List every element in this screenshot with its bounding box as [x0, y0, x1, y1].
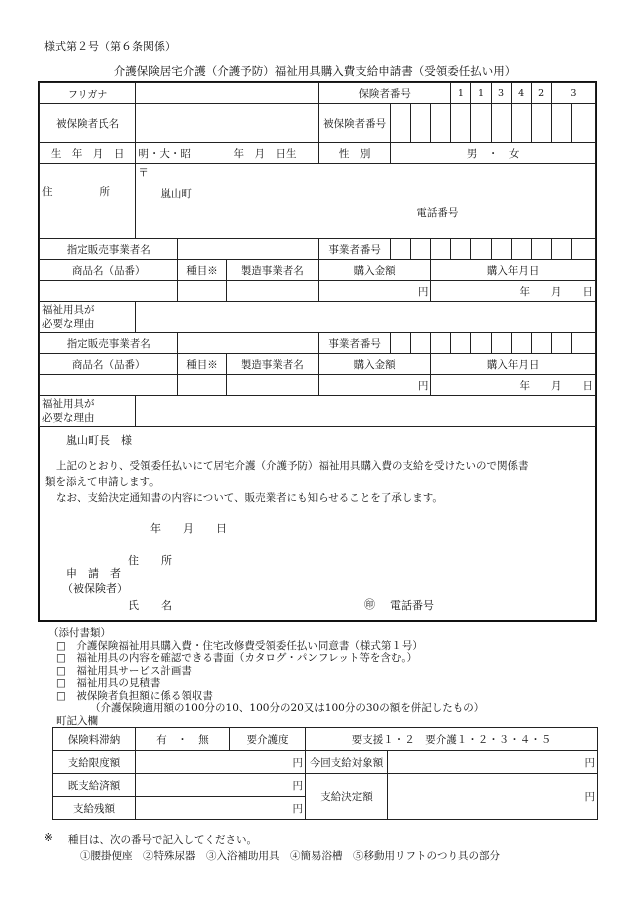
vendor-no-box[interactable] [551, 239, 571, 260]
arrears-label: 保険料滞納 [53, 728, 136, 751]
phone-label: 電話番号 [416, 207, 459, 219]
vendor-no-box[interactable] [451, 239, 471, 260]
amount-label: 購入金額 [318, 260, 430, 281]
this-target-field[interactable]: 円 [388, 751, 598, 774]
address-label: 住 所 [40, 164, 136, 239]
vendor-no-box[interactable] [391, 239, 411, 260]
this-target-label: 今回支給対象額 [306, 751, 388, 774]
vendor-no-box[interactable] [531, 239, 551, 260]
product-field[interactable] [40, 375, 178, 396]
type-field[interactable] [178, 281, 226, 302]
maker-field[interactable] [226, 375, 318, 396]
vendor-no-box[interactable] [411, 239, 431, 260]
note-text: 種目は、次の番号で記入してください。 [68, 834, 257, 846]
insured-id-box[interactable] [551, 104, 571, 143]
application-date[interactable]: 年 月 日 [150, 522, 227, 535]
attachment-note: （介護保険適用額の100分の10、100分の20又は100分の30の額を併記したもの） [90, 702, 485, 714]
insurer-number-label: 保険者番号 [318, 83, 450, 104]
maker-label: 製造事業者名 [226, 354, 318, 375]
office-table [52, 727, 598, 820]
vendor-label: 指定販売事業者名 [40, 239, 178, 260]
insured-id-box[interactable] [471, 104, 491, 143]
application-table [39, 82, 596, 427]
birthdate-label: 生 年 月 日 [40, 143, 136, 164]
seal-mark: ㊞ [364, 598, 375, 611]
purchase-date-field[interactable]: 年 月 日 [431, 281, 596, 302]
vendor-no-box[interactable] [511, 333, 531, 354]
vendor-no-box[interactable] [431, 239, 451, 260]
purchase-date-label: 購入年月日 [431, 354, 596, 375]
form-number: 様式第２号（第６条関係） [44, 40, 176, 53]
era-text: 明・大・昭 [138, 147, 191, 160]
attachment-item[interactable]: □ 介護保険福祉用具購入費・住宅改修費受領委任払い同意書（様式第１号） [56, 639, 423, 652]
insured-name-field[interactable] [136, 104, 319, 143]
insured-id-box[interactable] [391, 104, 411, 143]
applicant-name-label: 氏 名 [128, 599, 172, 612]
vendor-no-box[interactable] [391, 333, 411, 354]
furigana-label: フリガナ [40, 83, 136, 104]
sex-label: 性 別 [318, 143, 390, 164]
care-level-value[interactable]: 要支援１・２ 要介護１・２・３・４・５ [306, 728, 598, 751]
category-list: ①腰掛便座 ②特殊尿器 ③入浴補助用具 ④簡易浴槽 ⑤移動用リフトのつり具の部分 [80, 850, 500, 862]
insured-id-box[interactable] [451, 104, 471, 143]
product-label: 商品名（品番） [40, 354, 178, 375]
furigana-field[interactable] [136, 83, 319, 104]
product-field[interactable] [40, 281, 178, 302]
vendor-no-box[interactable] [551, 333, 571, 354]
applicant-label: 申 請 者 [66, 567, 121, 580]
reason-field[interactable] [136, 302, 596, 333]
decision-label: 支給決定額 [306, 774, 388, 820]
vendor-field[interactable] [178, 239, 318, 260]
arrears-value[interactable]: 有 ・ 無 [136, 728, 230, 751]
attachments [48, 627, 484, 715]
vendor-no-box[interactable] [491, 333, 511, 354]
remain-label: 支給残額 [53, 797, 136, 820]
type-label: 種目※ [178, 260, 226, 281]
limit-field[interactable]: 円 [136, 751, 306, 774]
insured-id-box[interactable] [571, 104, 595, 143]
amount-field[interactable]: 円 [318, 375, 430, 396]
vendor-no-box[interactable] [571, 239, 595, 260]
amount-field[interactable]: 円 [318, 281, 430, 302]
reason-label: 福祉用具が 必要な理由 [40, 396, 136, 427]
reason-label: 福祉用具が 必要な理由 [40, 302, 136, 333]
applicant-sub-label: （被保険者） [62, 582, 128, 595]
insurer-digit: 1 [471, 83, 491, 104]
maker-label: 製造事業者名 [226, 260, 318, 281]
insured-id-box[interactable] [411, 104, 431, 143]
remain-field[interactable]: 円 [136, 797, 306, 820]
vendor-no-box[interactable] [471, 239, 491, 260]
town-name: 嵐山町 [160, 188, 192, 200]
birthdate-suffix: 年 月 日生 [233, 147, 297, 160]
vendor-label: 指定販売事業者名 [40, 333, 178, 354]
paid-field[interactable]: 円 [136, 774, 306, 797]
attachment-item[interactable]: □ 福祉用具サービス計画書 [56, 664, 192, 677]
address-field[interactable] [136, 164, 596, 239]
product-label: 商品名（品番） [40, 260, 178, 281]
maker-field[interactable] [226, 281, 318, 302]
care-level-label: 要介護度 [230, 728, 306, 751]
vendor-no-box[interactable] [451, 333, 471, 354]
vendor-field[interactable] [178, 333, 318, 354]
insurer-digit: 4 [511, 83, 531, 104]
paid-label: 既支給済額 [53, 774, 136, 797]
insured-id-box[interactable] [531, 104, 551, 143]
vendor-no-box[interactable] [471, 333, 491, 354]
body-line-1: 上記のとおり、受領委任払いにて居宅介護（介護予防）福祉用具購入費の支給を受けたいので関係書 [56, 460, 529, 472]
type-field[interactable] [178, 375, 226, 396]
attachment-item[interactable]: □ 被保険者負担額に係る領収書 [56, 689, 213, 702]
addressee: 嵐山町長 様 [66, 434, 132, 447]
insurer-digit: 1 [451, 83, 471, 104]
note-mark: ※ [44, 832, 53, 844]
office-heading: 町記入欄 [56, 715, 98, 727]
insured-id-box[interactable] [511, 104, 531, 143]
insured-id-box[interactable] [431, 104, 451, 143]
page-title: 介護保険居宅介護（介護予防）福祉用具購入費支給申請書（受領委任払い用） [113, 64, 517, 78]
attachment-item[interactable]: □ 福祉用具の見積書 [56, 677, 161, 689]
insured-id-label: 被保険者番号 [318, 104, 390, 143]
vendor-no-box[interactable] [431, 333, 451, 354]
birthdate-field[interactable] [136, 143, 319, 164]
applicant-phone-label: 電話番号 [390, 599, 434, 612]
insurer-digit: 3 [551, 83, 595, 104]
insured-name-label: 被保険者氏名 [40, 104, 136, 143]
applicant-address-label: 住 所 [128, 554, 172, 567]
purchase-date-field[interactable]: 年 月 日 [431, 375, 596, 396]
decision-field[interactable]: 円 [388, 774, 598, 820]
vendor-no-box[interactable] [571, 333, 595, 354]
body-line-2: 類を添えて申請します。 [45, 476, 160, 488]
type-label: 種目※ [178, 354, 226, 375]
vendor-no-box[interactable] [411, 333, 431, 354]
insured-id-box[interactable] [491, 104, 511, 143]
vendor-no-box[interactable] [511, 239, 531, 260]
limit-label: 支給限度額 [53, 751, 136, 774]
attachment-item[interactable]: □ 福祉用具の内容を確認できる書面（カタログ・パンフレット等を含む。） [56, 652, 418, 664]
insurer-digit: 3 [491, 83, 511, 104]
purchase-date-label: 購入年月日 [431, 260, 596, 281]
vendor-no-label: 事業者番号 [318, 333, 390, 354]
vendor-no-box[interactable] [531, 333, 551, 354]
amount-label: 購入金額 [318, 354, 430, 375]
insurer-digit: 2 [531, 83, 551, 104]
vendor-no-label: 事業者番号 [318, 239, 390, 260]
vendor-no-box[interactable] [491, 239, 511, 260]
postal-mark: 〒 [138, 167, 149, 179]
body-line-3: なお、支給決定通知書の内容について、販売業者にも知らせることを了承します。 [56, 492, 443, 504]
reason-field[interactable] [136, 396, 596, 427]
attachments-heading: （添付書類） [48, 627, 111, 639]
sex-options[interactable]: 男 ・ 女 [391, 143, 596, 164]
